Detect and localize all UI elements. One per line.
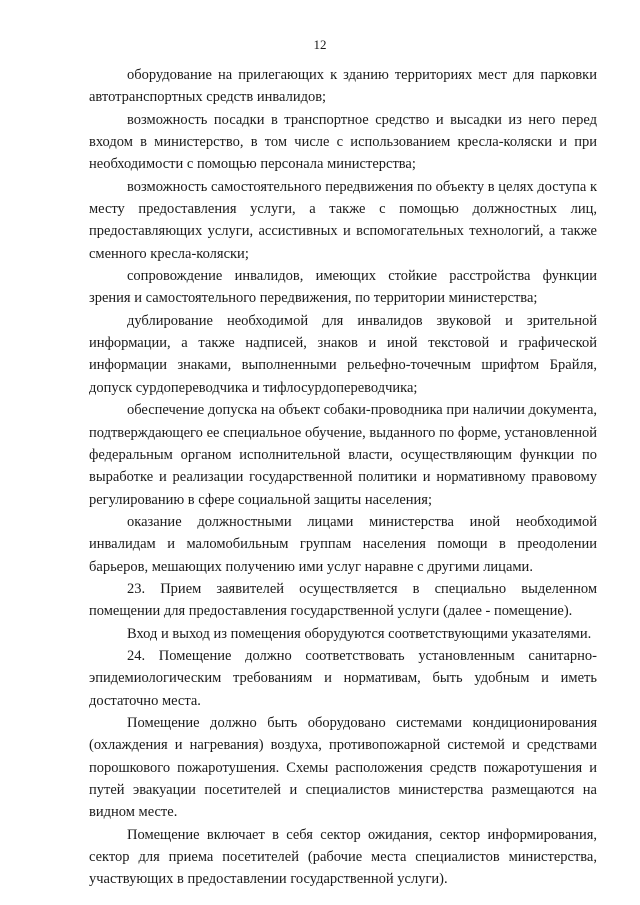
paragraph-escort: сопровождение инвалидов, имеющих стойкие расстройства функции зрения и самостоятельного передвижения, по территории министерства; xyxy=(89,268,597,307)
paragraph-independent-movement: возможность самостоятельного передвижения по объекту в целях доступа к месту предоставления услуги, а также с помощью должностных лиц, предоставляющих услуги, ассистивных и вспомогательных технологий, а также сменного кресла-коляски; xyxy=(89,178,597,262)
paragraph-info-duplication: дублирование необходимой для инвалидов звуковой и зрительной информации, а также надписей, знаков и иной текстовой и графической информации знаками, выполненными рельефно-точечным шрифтом Брайля, допуск сурдопереводчика и тифлосурдопереводчика; xyxy=(89,312,597,396)
paragraph-transport-boarding: возможность посадки в транспортное средство и высадки из него перед входом в министерство, в том числе с использованием кресла-коляски и при необходимости с помощью персонала министерства; xyxy=(89,111,597,173)
paragraph-parking: оборудование на прилегающих к зданию территориях мест для парковки автотранспортных средств инвалидов; xyxy=(89,67,597,106)
paragraph-guide-dog: обеспечение допуска на объект собаки-проводника при наличии документа, подтверждающего ее специальное обучение, выданного по форме, установленной федеральным органом исполнительной власти, осуществляющим функции по выработке и реализации государственной политики и нормативному правовому регулированию в сфере социальной защиты населения; xyxy=(89,402,597,508)
paragraph-equipment: Помещение должно быть оборудовано системами кондиционирования (охлаждения и нагревания) воздуха, противопожарной системой и средствами порошкового пожаротушения. Схемы расположения средств пожаротушения и путей эвакуации посетителей и специалистов министерства размещаются на видном месте. xyxy=(89,714,597,821)
paragraph-sectors: Помещение включает в себя сектор ожидания, сектор информирования, сектор для приема посетителей (рабочие места специалистов министерства, участвующих в предоставлении государственной услуги). xyxy=(89,826,597,888)
paragraph-24-requirements: 24. Помещение должно соответствовать установленным санитарно-эпидемиологическим требованиям и нормативам, быть удобным и иметь достаточно места. xyxy=(89,647,597,709)
page-number: 12 xyxy=(313,37,327,52)
paragraph-23-reception: 23. Прием заявителей осуществляется в специально выделенном помещении для предоставления государственной услуги (далее - помещение). xyxy=(89,580,597,620)
paragraph-entrance-signs: Вход и выход из помещения оборудуются соответствующими указателями. xyxy=(127,625,592,642)
paragraph-assistance: оказание должностными лицами министерства иной необходимой инвалидам и маломобильным группам населения помощи в преодолении барьеров, мешающих получению ими услуг наравне с другими лицами. xyxy=(89,513,597,575)
document-body xyxy=(89,64,597,891)
